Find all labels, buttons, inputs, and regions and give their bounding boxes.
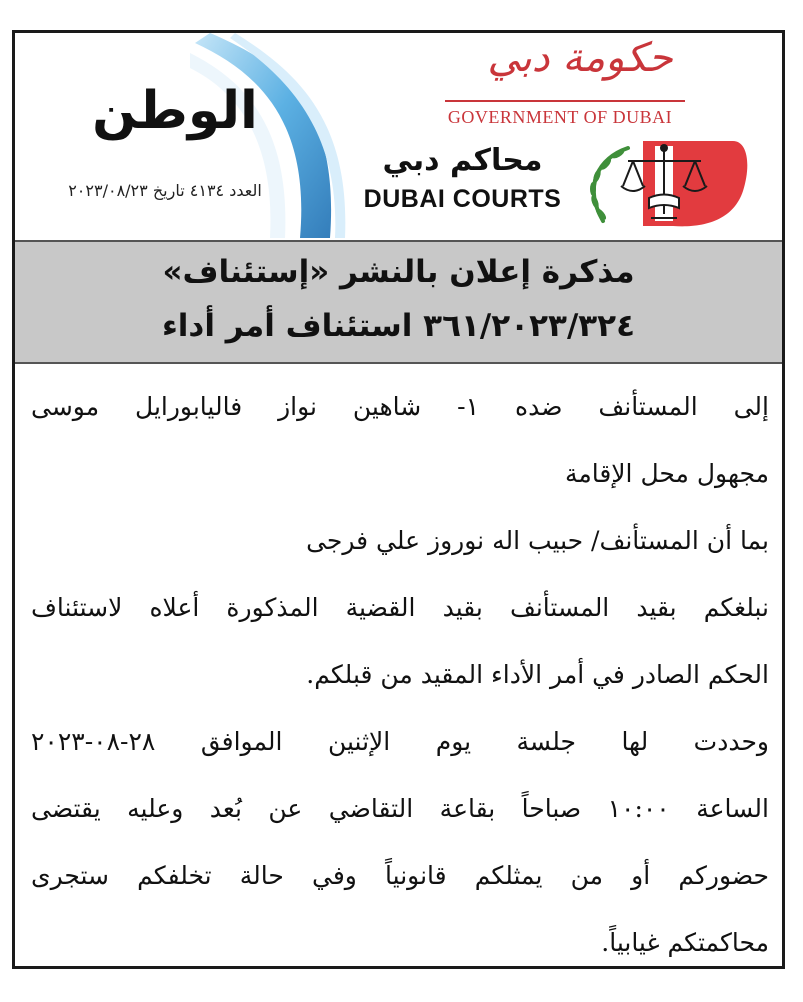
body-line: وحددت لها جلسة يوم الإثنين الموافق ٢٨-٠٨-٢٠٢٣ (31, 727, 769, 756)
body-line: إلى المستأنف ضده ١- شاهين نواز فاليابورايل موسى (31, 392, 769, 421)
notice-header (15, 33, 782, 238)
government-arabic-logo-text: حكومة دبي (487, 35, 673, 81)
body-line: محاكمتكم غيابياً. (601, 928, 769, 957)
issue-date-line: العدد ٤١٣٤ تاريخ ٢٠٢٣/٠٨/٢٣ (68, 181, 262, 200)
body-line: بما أن المستأنف/ حبيب اله نوروز علي فرجى (306, 526, 769, 555)
body-line: نبلغكم بقيد المستأنف بقيد القضية المذكورة أعلاه لاستئناف (31, 593, 769, 622)
case-number-title: ٣٦١/٢٠٢٣/٣٢٤ استئناف أمر أداء (161, 308, 636, 344)
notice-title-box (15, 240, 782, 364)
newspaper-name: الوطن (92, 81, 258, 141)
government-divider (445, 100, 685, 102)
body-line: مجهول محل الإقامة (564, 459, 769, 488)
body-line: الحكم الصادر في أمر الأداء المقيد من قبلكم. (306, 660, 769, 689)
notice-body (31, 373, 769, 969)
courts-english-text: DUBAI COURTS (363, 185, 562, 213)
notice-frame (12, 30, 785, 969)
courts-arabic-text: محاكم دبي (382, 143, 543, 178)
body-line: الساعة ١٠:٠٠ صباحاً بقاعة التقاضي عن بُعد وعليه يقتضى (31, 794, 769, 823)
body-line: حضوركم أو من يمثلكم قانونياً وفي حالة تخلفكم ستجرى (31, 861, 769, 890)
dubai-courts-emblem-icon (573, 136, 748, 231)
government-english-text: GOVERNMENT OF DUBAI (447, 107, 673, 127)
notice-title: مذكرة إعلان بالنشر «إستئناف» (162, 254, 635, 290)
